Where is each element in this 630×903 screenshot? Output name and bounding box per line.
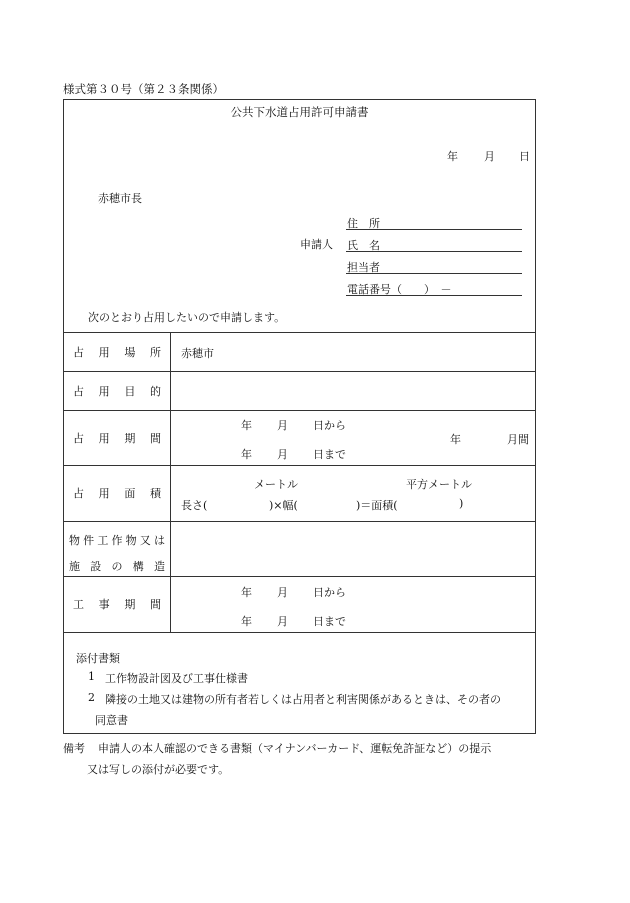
- form-number: 様式第３０号（第２３条関係）: [63, 82, 224, 96]
- form-title: 公共下水道占用許可申請書: [230, 105, 369, 119]
- construction-from-month: 月: [277, 586, 288, 599]
- area-close-paren: ): [459, 497, 464, 510]
- attachment-2-number: 2: [88, 691, 95, 704]
- attachment-1-text: 工作物設計図及び工事仕様書: [105, 672, 248, 685]
- purpose-label: 占 用 目 的: [73, 384, 161, 398]
- structure-label-line2: 施 設 の 構 造: [69, 560, 165, 573]
- addressee: 赤穂市長: [98, 192, 142, 205]
- construction-to-day: 日まで: [313, 615, 346, 628]
- construction-label: 工 事 期 間: [73, 598, 161, 611]
- remarks-label: 備考: [63, 742, 85, 755]
- attachment-2-text-line1: 隣接の土地又は建物の所有者若しくは占用者と利害関係があるときは、その者の: [105, 693, 501, 706]
- address-line: [346, 229, 522, 230]
- area-total-label: )＝面積(: [356, 499, 398, 512]
- name-line: [346, 251, 522, 252]
- attachments-heading: 添付書類: [76, 652, 120, 665]
- column-divider: [170, 332, 171, 632]
- area-label: 占 用 面 積: [73, 487, 161, 500]
- place-value: 赤穂市: [181, 347, 214, 360]
- remarks-line1: 申請人の本人確認のできる書類（マイナンバーカード、運転免許証など）の提示: [98, 742, 492, 755]
- date-day: 日: [519, 150, 530, 163]
- construction-from-day: 日から: [313, 586, 346, 599]
- period-label: 占 用 期 間: [73, 431, 161, 445]
- date-month: 月: [484, 150, 495, 163]
- period-total-year: 年: [450, 433, 461, 446]
- attachment-1-number: 1: [88, 670, 95, 683]
- applicant-contact-label: 担当者: [347, 261, 380, 274]
- construction-to-month: 月: [277, 615, 288, 628]
- application-form: [63, 99, 536, 734]
- place-label: 占 用 場 所: [73, 345, 161, 359]
- structure-label-line1: 物 件 工 作 物 又 は: [69, 534, 165, 547]
- period-to-year: 年: [241, 448, 252, 461]
- applicant-name-label: 氏 名: [347, 239, 380, 252]
- period-from-year: 年: [241, 419, 252, 432]
- period-to-day: 日まで: [313, 448, 346, 461]
- applicant-phone-label: 電話番号（ ） －: [347, 283, 452, 296]
- area-unit-meter: メートル: [254, 478, 298, 491]
- area-length-label: 長さ(: [181, 499, 208, 512]
- date-year: 年: [447, 150, 458, 163]
- period-total-month: 月間: [507, 433, 529, 446]
- intro-text: 次のとおり占用したいので申請します。: [88, 311, 286, 324]
- area-unit-sqm: 平方メートル: [406, 478, 472, 491]
- period-to-month: 月: [277, 448, 288, 461]
- area-width-label: )×幅(: [269, 499, 298, 512]
- applicant-address-label: 住 所: [347, 217, 380, 230]
- contact-line: [346, 273, 522, 274]
- phone-line: [346, 295, 522, 296]
- construction-to-year: 年: [241, 615, 252, 628]
- period-from-day: 日から: [313, 419, 346, 432]
- construction-from-year: 年: [241, 586, 252, 599]
- applicant-label: 申請人: [300, 238, 333, 251]
- attachment-2-text-line2: 同意書: [95, 714, 128, 727]
- row-divider: [64, 521, 535, 522]
- remarks-line2: 又は写しの添付が必要です。: [87, 763, 230, 776]
- period-from-month: 月: [277, 419, 288, 432]
- table-bottom-border: [64, 632, 535, 633]
